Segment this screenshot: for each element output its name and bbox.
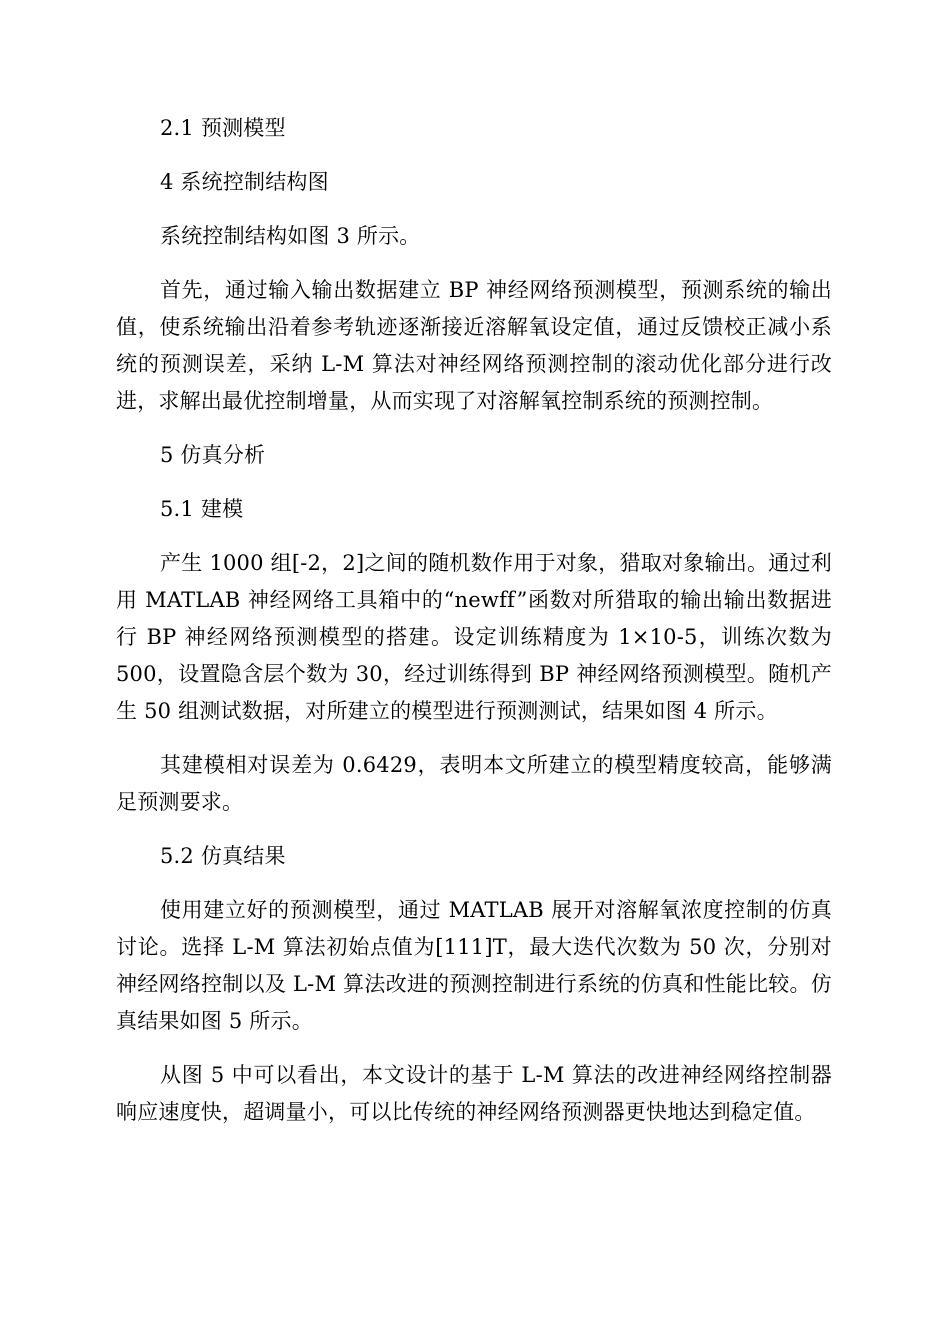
paragraph-simulation: 使用建立好的预测模型，通过 MATLAB 展开对溶解氧浓度控制的仿真讨论。选择 L-M 算法初始点值为[111]T，最大迭代次数为 50 次，分别对神经网络控制以及 L-M 算法改进的预测控制进行系统的仿真和性能比较。仿真结果如图 5 所示。	[116, 898, 832, 1033]
paragraph-figure-3-ref: 系统控制结构如图 3 所示。	[160, 224, 421, 248]
section-heading-5-1: 5.1 建模	[160, 497, 244, 521]
paragraph-model-error: 其建模相对误差为 0.6429，表明本文所建立的模型精度较高，能够满足预测要求。	[116, 753, 832, 814]
section-heading-5: 5 仿真分析	[160, 443, 266, 467]
section-heading-2-1: 2.1 预测模型	[160, 116, 286, 140]
paragraph-control-method: 首先，通过输入输出数据建立 BP 神经网络预测模型，预测系统的输出值，使系统输出沿着参考轨迹逐渐接近溶解氧设定值，通过反馈校正减小系统的预测误差，采纳 L-M 算法对神经网络预测控制的滚动优化部分进行改进，求解出最优控制增量，从而实现了对溶解氧控制系统的预测控制。	[116, 278, 832, 413]
paragraph-modeling: 产生 1000 组[-2，2]之间的随机数作用于对象，猎取对象输出。通过利用 MATLAB 神经网络工具箱中的“newff”函数对所猎取的输出输出数据进行 BP 神经网络预测模型的搭建。设定训练精度为 1×10-5，训练次数为 500，设置隐含层个数为 30，经过训练得到 BP 神经网络预测模型。随机产生 50 组测试数据，对所建立的模型进行预测测试，结果如图 4 所示。	[116, 551, 832, 723]
section-heading-4: 4 系统控制结构图	[160, 170, 329, 194]
section-heading-5-2: 5.2 仿真结果	[160, 844, 286, 868]
paragraph-conclusion: 从图 5 中可以看出，本文设计的基于 L-M 算法的改进神经网络控制器响应速度快，超调量小，可以比传统的神经网络预测器更快地达到稳定值。	[116, 1063, 832, 1124]
